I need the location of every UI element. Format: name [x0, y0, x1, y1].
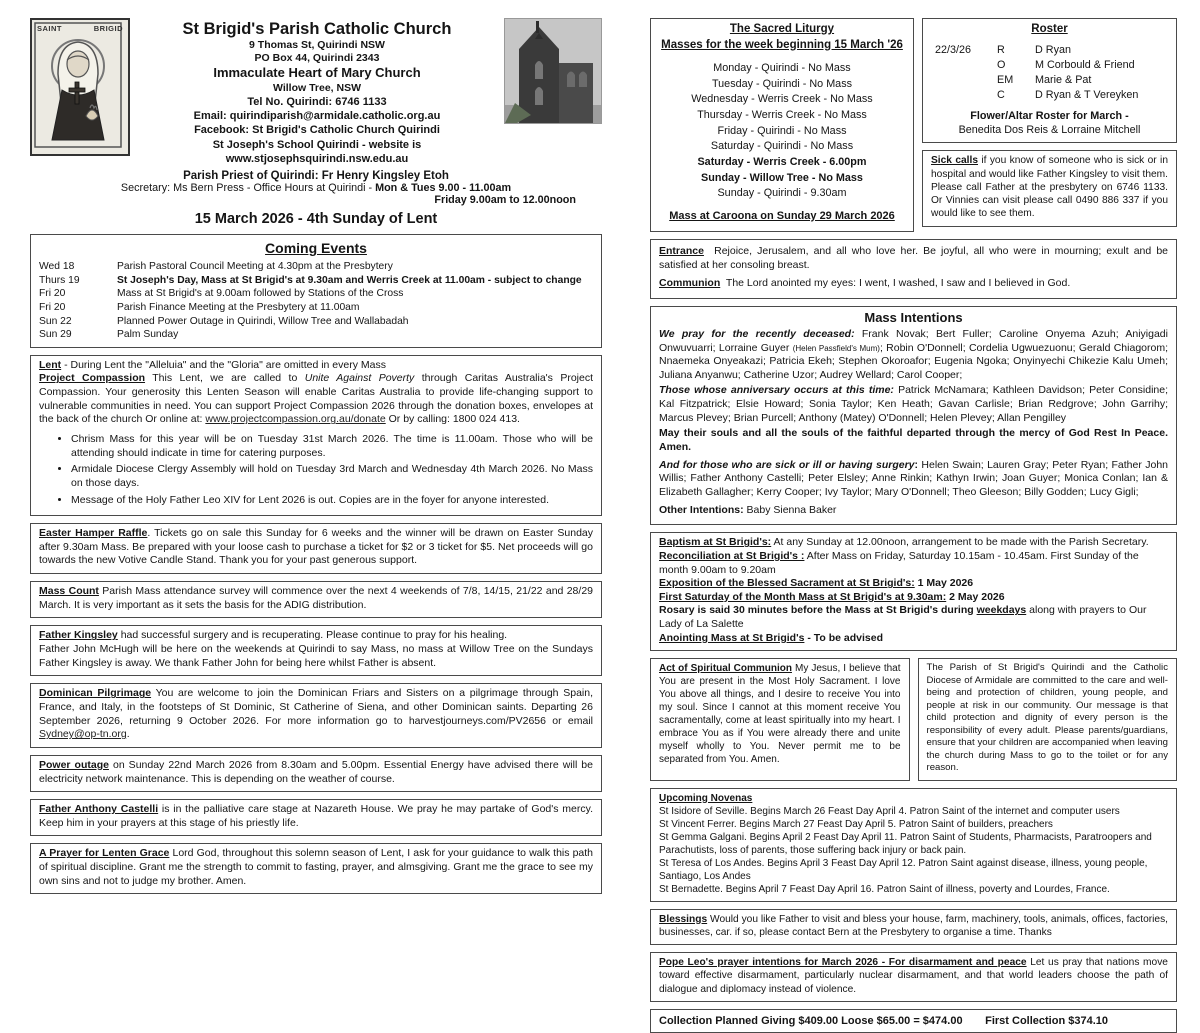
- roster-table: [931, 43, 1168, 103]
- baptism-text: At any Sunday at 12.00noon, arrangement to be made with the Parish Secretary.: [773, 536, 1149, 549]
- first-saturday-date: 2 May 2026: [949, 590, 1005, 603]
- event-text: Planned Power Outage in Quirindi, Willow Tree and Wallabadah: [117, 315, 409, 327]
- parish-title: St Brigid's Parish Catholic Church: [182, 20, 452, 38]
- lent-bullet: • Message of the Holy Father Leo XIV for Lent 2026 is out. Copies are in the foyer for anyone interested.: [71, 494, 593, 508]
- event-day: Fri 20: [39, 302, 66, 314]
- mass-count-box: [30, 581, 602, 618]
- right-top-column: [922, 18, 1177, 227]
- lenten-prayer-box: [30, 843, 602, 894]
- roster-name: Marie & Pat: [1035, 74, 1092, 87]
- lent-bullet: • Chrism Mass for this year will be on Tuesday 31st March 2026. The time is 11.00am. Those who will be attending should indicate in time for catering purposes.: [71, 433, 593, 460]
- roster-date: 22/3/26: [935, 43, 972, 56]
- sick-calls-label: Sick calls: [931, 155, 978, 167]
- event-day: Thurs 19: [39, 274, 80, 286]
- rosary-text-2: along with prayers to Our Lady of La Salette: [659, 604, 1147, 631]
- blessings-label: Blessings: [659, 913, 708, 925]
- lent-notices-box: [30, 355, 602, 516]
- novena-line: St Teresa of Los Andes. Begins April 3 Feast Day April 12. Patron Saint against disease, illness, young people, Santiago, Los Andes: [659, 857, 1148, 882]
- secretary-line: [30, 182, 602, 194]
- reconciliation-text: After Mass on Friday, Saturday 10.15am - 10.45am. First Sunday of the month 9.00am to 9.20am: [659, 549, 1139, 576]
- roster-code: EM: [997, 74, 1014, 87]
- collection-planned-giving: Collection Planned Giving $409.00 Loose $65.00 = $474.00: [659, 1014, 963, 1027]
- saint-brigid-illustration: [32, 20, 124, 150]
- power-outage-label: Power outage: [39, 758, 109, 771]
- easter-raffle-box: [30, 523, 602, 574]
- father-kingsley-box: [30, 625, 602, 676]
- coming-events-box: [30, 234, 602, 348]
- school-line: St Joseph's School Quirindi - website is: [212, 138, 422, 151]
- father-kingsley-text-2: Father John McHugh will be here on the weekends at Quirindi to say Mass, no mass at Willow Tree on the Sundays Father Kingsley is away. We thank Father John for being here whilst Father is absent.: [39, 643, 593, 669]
- pilgrimage-label: Dominican Pilgrimage: [39, 687, 152, 700]
- pilgrimage-text: You are welcome to join the Dominican Friars and Sisters on a pilgrimage through Spain, France, and Italy, in the footsteps of St Dominic, St Catherine of Siena, and other Dominican saints. Departing 26 September 2026, returning 9 October 2026. For more information go to harvestjourneys.com/PV2656 or email: [39, 687, 593, 727]
- sick-calls-text: if you know of someone who is sick or in hospital and would like Father Kingsley to visit them. Please call Father at the presbytery on 6746 1133. Or Vinnies can visit please call 0490 886 337 if you would like to see them.: [931, 155, 1168, 220]
- priest-line: [30, 170, 602, 182]
- second-church-location: Willow Tree, NSW: [273, 81, 361, 94]
- deceased-names-1: Frank Novak; Bert Fuller; Caroline Onyema Azuh; Aniyigadi Onwuvuarri; Lorraine Guyer: [659, 327, 1168, 354]
- event-day: Fri 20: [39, 288, 66, 300]
- flower-roster: [931, 109, 1168, 137]
- roster-name: D Ryan: [1035, 43, 1072, 56]
- reconciliation-label: Reconciliation at St Brigid's :: [659, 549, 805, 562]
- spiritual-communion-label: Act of Spiritual Communion: [659, 663, 792, 675]
- father-kingsley-text-1: had successful surgery and is recuperating. Please continue to pray for his healing.: [120, 629, 508, 642]
- saint-brigid-icon: [30, 18, 130, 156]
- roster-box: [922, 18, 1177, 143]
- roster-code: C: [997, 89, 1005, 102]
- sacred-liturgy-subtitle: Masses for the week beginning 15 March '26: [661, 38, 903, 51]
- power-outage-text: on Sunday 22nd March 2026 from 8.30am and 5.00pm. Essential Energy have advised there will be electricity network maintenance. This is depending on the weather of course.: [39, 758, 593, 785]
- blessings-box: [650, 909, 1177, 946]
- pope-intentions-label: Pope Leo's prayer intentions for March 2026 - For disarmament and peace: [659, 957, 1027, 969]
- badge-word-brigid: BRIGID: [93, 24, 123, 33]
- entrance-antiphon-text: Rejoice, Jerusalem, and all who love her. Be joyful, all who were in mourning; exult and be satisfied at her consoling breast.: [659, 245, 1168, 271]
- baptism-label: Baptism at St Brigid's:: [659, 536, 772, 549]
- event-text: St Joseph's Day, Mass at St Brigid's at 9.30am and Werris Creek at 11.00am - subject to change: [117, 274, 582, 286]
- collection-box: [650, 1009, 1177, 1033]
- second-church-name: Immaculate Heart of Mary Church: [213, 65, 421, 81]
- sick-list-names: Helen Swain; Lauren Gray; Peter Ryan; Father John Willis; Father Anthony Castelli; Peter Elsley; Anne Rinkin; Kathyn Irwin; Joan Guyer; Monica Conlan; Ian & Elizabeth Gallagher; Kerry Cooper; Ivy Taylor; Mary O'Donnell; Theo Gleeson; Billy Godden; Lucy Gigli;: [659, 458, 1168, 498]
- other-intentions-label: Other Intentions:: [659, 503, 744, 516]
- rosary-weekdays: weekdays: [976, 604, 1027, 617]
- event-text: Palm Sunday: [117, 329, 179, 341]
- lenten-prayer-text: Lord God, throughout this solemn season of Lent, I ask for your guidance to walk this path of spiritual discipline. Grant me the strength to commit to fasting, prayer, and almsgiving. Grant me the grace to see my own sins and not to judge my brother. Amen.: [39, 847, 594, 887]
- power-outage-box: [30, 755, 602, 792]
- father-castelli-label: Father Anthony Castelli: [39, 803, 159, 816]
- novena-line: St Bernadette. Begins April 7 Feast Day April 16. Patron Saint of illness, poverty and Lourdes, France.: [659, 883, 1110, 895]
- right-top-row: [650, 18, 1177, 232]
- mass-count-text: Parish Mass attendance survey will commence over the next 4 weekends of 7/8, 14/15, 21/22 and 28/29 March. It is very important as it sets the basis for the ADIG distribution.: [39, 585, 593, 611]
- dominican-pilgrimage-box: [30, 683, 602, 748]
- project-compassion-text-2: through Caritas Australia's Project Compassion. Your generosity this Lenten Season will enable Caritas Australia to provide life-changing support to vulnerable communities in need. You can support Project Compassion 2026 through the donation boxes, envelopes at the back of the church Or online at:: [39, 372, 594, 426]
- facebook-line: Facebook: St Brigid's Catholic Church Quirindi: [194, 124, 440, 137]
- email-line: Email: quirindiparish@armidale.catholic.org.au: [193, 109, 441, 122]
- other-intentions-text: Baby Sienna Baker: [746, 503, 837, 516]
- bulletin-date: 15 March 2026 - 4th Sunday of Lent: [194, 211, 438, 228]
- event-day: Sun 29: [39, 329, 72, 341]
- parish-contact-block: [130, 18, 504, 166]
- father-castelli-text: is in the palliative care stage at Nazareth House. We pray he may partake of God's mercy. Keep him in your prayers at this stage of his priestly life.: [39, 803, 594, 829]
- sick-calls-box: [922, 150, 1177, 226]
- novena-line: St Gemma Galgani. Begins April 2 Feast Day April 11. Patron Saint of Students, Pharmacists, Paratroopers and Parachutists, loss of parents, those suffering back injury or back pain.: [659, 831, 1152, 856]
- project-compassion-text-3: Or by calling: 1800 024 413.: [388, 413, 520, 426]
- lenten-prayer-label: A Prayer for Lenten Grace: [39, 847, 170, 860]
- blessings-text: Would you like Father to visit and bless your house, farm, machinery, tools, animals, offices, factories, businesses, car. if so, please contact Bern at the Presbytery to organise a time. Thanks: [659, 913, 1168, 938]
- anniversary-names: Patrick McNamara; Kathleen Davidson; Peter Considine; Kal Fitzpatrick; Elsie Howard; Sonia Taylor; Ken Heath; Gavan Carlisle; Brian Redgrove; John Garrihy; Marcus Plevey; Brian Purcell; Anthony (Matey) O'Donnell; Helen Plevey; Allan Pengilley: [659, 384, 1169, 424]
- easter-raffle-label: Easter Hamper Raffle: [39, 527, 148, 540]
- anniversary-label: Those whose anniversary occurs at this time:: [659, 384, 894, 397]
- pope-intentions-box: [650, 952, 1177, 1002]
- exposition-label: Exposition of the Blessed Sacrament at St Brigid's:: [659, 577, 915, 590]
- project-compassion-theme: Unite Against Poverty: [304, 372, 415, 385]
- event-row: [39, 315, 593, 329]
- mass-intentions-box: [650, 306, 1177, 525]
- anointing-text: - To be advised: [807, 631, 883, 644]
- caroona-mass-note: Mass at Caroona on Sunday 29 March 2026: [669, 209, 895, 222]
- address-line-1: 9 Thomas St, Quirindi NSW: [249, 39, 385, 51]
- event-row: [39, 274, 593, 288]
- sick-list-label: And for those who are sick or ill or having surgery: [659, 458, 915, 471]
- phone-line: Tel No. Quirindi: 6746 1133: [247, 95, 387, 108]
- project-compassion-donate-link[interactable]: www.projectcompassion.org.au/donate: [205, 413, 386, 426]
- safeguarding-box: [918, 658, 1178, 780]
- priest-label: Parish Priest of Quirindi:: [183, 170, 319, 183]
- event-row: [39, 328, 593, 342]
- deceased-label: We pray for the recently deceased:: [659, 327, 855, 340]
- anointing-label: Anointing Mass at St Brigid's: [659, 631, 805, 644]
- mass-count-label: Mass Count: [39, 585, 99, 598]
- lent-label: Lent: [39, 358, 62, 371]
- act-safeguarding-row: [650, 651, 1177, 780]
- novena-line: St Vincent Ferrer. Begins March 27 Feast Day April 5. Patron Saint of builders, preachers: [659, 818, 1053, 830]
- spiritual-communion-text: My Jesus, I believe that You are present in the Most Holy Sacrament. I love You above all things, and I desire to receive You into my soul. Since I cannot at this moment receive You sacramentally, come at least spiritually into my heart. I embrace You as if You were already there and unite myself wholly to You. Never permit me to be separated from You. Amen.: [659, 663, 901, 766]
- lent-bullet-list: [47, 433, 593, 507]
- event-row: [39, 301, 593, 315]
- first-collection: First Collection $374.10: [985, 1014, 1108, 1027]
- mass-schedule-line: Tuesday - Quirindi - No Mass: [711, 77, 852, 90]
- mass-schedule-line: Monday - Quirindi - No Mass: [713, 62, 851, 75]
- secretary-text: Secretary: Ms Bern Press - Office Hours at Quirindi -: [120, 182, 373, 195]
- pilgrimage-email-link[interactable]: Sydney@op-tn.org: [39, 728, 127, 741]
- easter-raffle-text: . Tickets go on sale this Sunday for 6 weeks and the winner will be drawn on Easter Sunday after 9.30am Mass. Be prepared with your loose cash to purchase a ticket for $2 or 3 ticket for $5. Net proceeds will go towards the new Votive Candle Stand. Thank you for your past generous support.: [39, 527, 593, 567]
- sick-list-colon: :: [914, 458, 918, 471]
- bulletin-page-right: [650, 18, 1177, 1033]
- communion-antiphon-label: Communion: [659, 277, 721, 290]
- lent-bullet: • Armidale Diocese Clergy Assembly will hold on Tuesday 3rd March and Wednesday 4th March 2026. No Mass on those days.: [71, 463, 593, 490]
- father-castelli-box: [30, 799, 602, 836]
- novenas-box: [650, 788, 1177, 902]
- roster-title: Roster: [1031, 23, 1068, 35]
- flower-roster-label: Flower/Altar Roster for March -: [970, 110, 1129, 123]
- safeguarding-text: The Parish of St Brigid's Quirindi and the Catholic Diocese of Armidale are committed to the care and well-being and protection of children, young people, and people at risk in our community. Our message is that child protection and dignity of every person is the responsibility of every adult. Please parents/guardians, ensure that your children are accompanied when leaving the church during Mass to go to the toilet or for any reason.: [926, 662, 1168, 774]
- flower-roster-names: Benedita Dos Reis & Lorraine Mitchell: [958, 124, 1141, 137]
- antiphons-box: [650, 239, 1177, 299]
- school-website-link[interactable]: www.stjosephsquirindi.nsw.edu.au: [225, 152, 409, 165]
- mass-schedule-line: Saturday - Werris Creek - 6.00pm: [697, 155, 867, 168]
- event-text: Mass at St Brigid's at 9.00am followed by Stations of the Cross: [117, 288, 404, 300]
- mass-schedule-line: Sunday - Willow Tree - No Mass: [701, 171, 863, 184]
- event-day: Sun 22: [39, 315, 72, 327]
- roster-code: O: [997, 59, 1006, 72]
- sacred-liturgy-box: [650, 18, 914, 232]
- entrance-antiphon-label: Entrance: [659, 245, 704, 258]
- bulletin-page-left: [30, 18, 602, 894]
- office-hours-1: Mon & Tues 9.00 - 11.00am: [375, 182, 512, 195]
- pilgrimage-text-end: .: [126, 728, 130, 741]
- mass-schedule-line: Friday - Quirindi - No Mass: [717, 124, 847, 137]
- church-photo-illustration: [505, 19, 601, 123]
- novena-line: St Isidore of Seville. Begins March 26 Feast Day April 4. Patron Saint of the internet and computer users: [659, 805, 1120, 817]
- roster-name: M Corbould & Friend: [1035, 59, 1135, 72]
- exposition-date: 1 May 2026: [917, 577, 974, 590]
- badge-word-saint: SAINT: [37, 24, 62, 33]
- deceased-names-2: ; Robin O'Donnell; Cordelia Ugwuezuonu; Gerald Chiagorom; Nnaemeka Onyeakazi; Patricia Ekeh; Stephen Okoroafor; Eugenia Ngoka; Onyinyechi Chikezie Kalu Umeh; Juliana Anyanwu; Catherine Uzor; Audrey Wellard; Carol Cooper;: [659, 341, 1168, 381]
- sacraments-box: [650, 532, 1177, 651]
- pope-intentions-text: Let us pray that nations move toward effective disarmament, particularly nuclear disarmament, and that world leaders choose the path of dialogue and diplomacy instead of violence.: [659, 957, 1168, 995]
- father-kingsley-label: Father Kingsley: [39, 629, 118, 642]
- project-compassion-label: Project Compassion: [39, 372, 146, 385]
- event-row: [39, 287, 593, 301]
- mass-schedule-line: Thursday - Werris Creek - No Mass: [697, 108, 867, 121]
- office-hours-2: Friday 9.00am to 12.00noon: [434, 194, 576, 207]
- mass-schedule-line: Sunday - Quirindi - 9.30am: [717, 187, 847, 200]
- church-photo: [504, 18, 602, 124]
- rosary-text-1: Rosary is said 30 minutes before the Mass at St Brigid's during: [659, 604, 974, 617]
- event-day: Wed 18: [39, 261, 75, 273]
- project-compassion-text-1: This Lent, we are called to: [152, 372, 298, 385]
- priest-name: Fr Henry Kingsley Etoh: [321, 170, 449, 183]
- roster-code: R: [997, 43, 1005, 56]
- lent-text: - During Lent the "Alleluia" and the "Gloria" are omitted in every Mass: [64, 358, 386, 371]
- deceased-names-note: (Helen Passfield's Mum): [792, 343, 880, 353]
- address-line-2: PO Box 44, Quirindi 2343: [254, 52, 380, 65]
- mass-intentions-title: Mass Intentions: [864, 310, 963, 326]
- event-text: Parish Finance Meeting at the Presbytery at 11.00am: [117, 302, 360, 314]
- event-row: [39, 260, 593, 274]
- mass-schedule-line: Wednesday - Werris Creek - No Mass: [691, 93, 873, 106]
- mass-schedule-line: Saturday - Quirindi - No Mass: [710, 140, 854, 153]
- roster-name: D Ryan & T Vereyken: [1035, 89, 1139, 102]
- communion-antiphon-text: The Lord anointed my eyes: I went, I washed, I saw and I believed in God.: [725, 277, 1071, 290]
- novenas-title: Upcoming Novenas: [659, 792, 753, 804]
- coming-events-title: Coming Events: [265, 240, 367, 257]
- parish-header: [30, 18, 602, 166]
- event-text: Parish Pastoral Council Meeting at 4.30pm at the Presbytery: [117, 261, 393, 273]
- sacred-liturgy-title: The Sacred Liturgy: [729, 23, 835, 35]
- first-saturday-label: First Saturday of the Month Mass at St Brigid's at 9.30am:: [659, 590, 947, 603]
- spiritual-communion-box: [650, 658, 910, 780]
- rest-in-peace-line: May their souls and all the souls of the faithful departed through the mercy of God Rest In Peace. Amen.: [659, 427, 1168, 454]
